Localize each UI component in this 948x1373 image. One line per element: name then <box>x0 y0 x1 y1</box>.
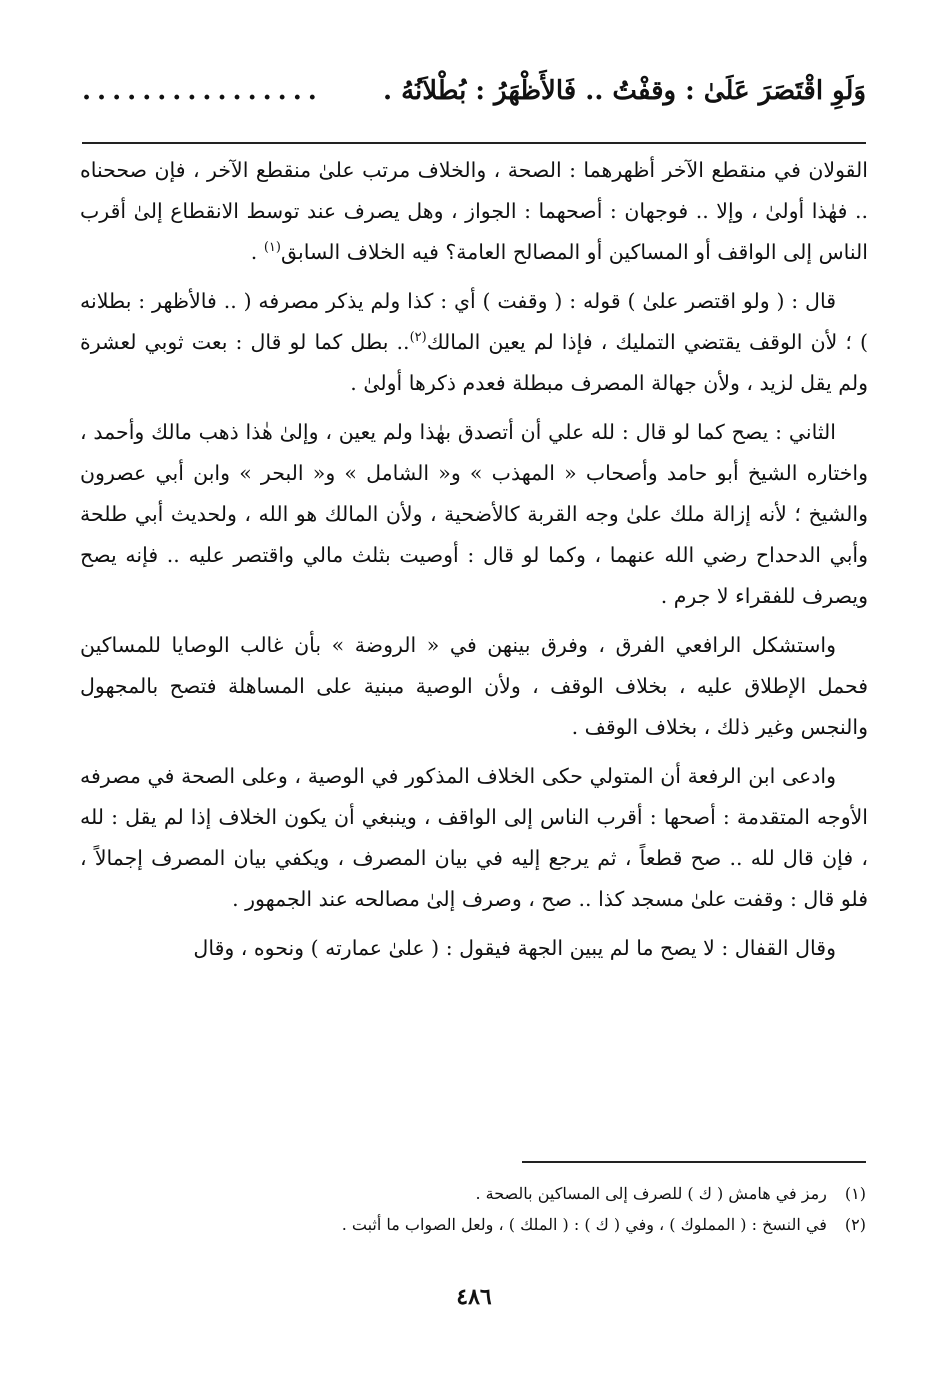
header-rule <box>82 142 866 144</box>
paragraph-text: القولان في منقطع الآخر أظهرهما : الصحة ، والخلاف مرتب علىٰ منقطع الآخر ، فإن صححناه .. فهٰذا أولىٰ ، وإلا .. فوجهان : أصحهما : الجواز ، وهل يصرف عند توسط الانقطاع إلىٰ أقرب الناس إلى الواقف أو المساكين أو المصالح العامة؟ فيه الخلاف السابق <box>80 158 868 264</box>
page-number: ٤٨٦ <box>456 1284 492 1310</box>
running-header <box>82 68 866 114</box>
paragraph-6 <box>80 928 868 969</box>
paragraph-text: وقال القفال : لا يصح ما لم يبين الجهة فيقول : ( علىٰ عمارته ) ونحوه ، وقال <box>193 936 836 960</box>
footnote-ref-2: (٢) <box>409 330 427 346</box>
footnote-number: (٢) <box>844 1215 866 1234</box>
paragraph-4 <box>80 625 868 748</box>
footnote-ref-1: (١) <box>263 240 281 256</box>
paragraph-tail: . <box>250 240 264 264</box>
paragraph-2 <box>80 281 868 404</box>
footnotes <box>82 1178 866 1240</box>
footnote-2 <box>82 1209 866 1240</box>
main-text <box>80 150 868 977</box>
paragraph-text: قال : ( ولو اقتصر علىٰ ) قوله : ( وقفت ) أي : كذا ولم يذكر مصرفه ( .. فالأظهر : بطلانه ) ؛ لأن الوقف يقتضي التمليك ، فإذا لم يعين المالك <box>80 289 869 354</box>
paragraph-1 <box>80 150 868 273</box>
running-title: وَلَوِ اقْتَصَرَ عَلَىٰ : وقفْتُ .. فَالأَظْهَرُ : بُطْلاَنُهُ . <box>382 76 866 106</box>
paragraph-text: الثاني : يصح كما لو قال : لله علي أن أتصدق بهٰذا ولم يعين ، وإلىٰ هٰذا ذهب مالك وأحمد ، واختاره الشيخ أبو حامد وأصحاب « المهذب » و« الشامل » و« البحر » وابن أبي عصرون والشيخ ؛ لأنه إزالة ملك علىٰ وجه القربة كالأضحية ، ولأن المالك هو الله ، ولحديث أبي طلحة وأبي الدحداح رضي الله عنهما ، وكما لو قال : أوصيت بثلث مالي واقتصر عليه .. فإنه يصح ويصرف للفقراء لا جرم . <box>80 420 868 608</box>
paragraph-3 <box>80 412 868 617</box>
paragraph-tail: .. بطل كما لو قال : بعت ثوبي لعشرة ولم يقل لزيد ، ولأن جهالة المصرف مبطلة فعدم ذكرها أولىٰ . <box>80 330 868 395</box>
leader-dots: ................ <box>82 76 323 106</box>
footnote-text: رمز في هامش ( ك ) للصرف إلى المساكين بالصحة . <box>475 1184 827 1203</box>
paragraph-text: وادعى ابن الرفعة أن المتولي حكى الخلاف المذكور في الوصية ، وعلى الصحة في مصرفه الأوجه المتقدمة : أصحها : أقرب الناس إلى الواقف ، وينبغي أن يكون الخلاف إذا لم يقل : لله ، فإن قال لله .. صح قطعاً ، ثم يرجع إليه في بيان المصرف ، ويكفي بيان المصرف إجمالاً ، فلو قال : وقفت علىٰ مسجد كذا .. صح ، وصرف إلىٰ مصالحه عند الجمهور . <box>80 764 868 911</box>
footnote-text: في النسخ : ( المملوك ) ، وفي ( ك ) : ( الملك ) ، ولعل الصواب ما أثبت . <box>341 1215 827 1234</box>
footnote-rule <box>522 1161 866 1163</box>
paragraph-text: واستشكل الرافعي الفرق ، وفرق بينهن في « الروضة » بأن غالب الوصايا للمساكين فحمل الإطلاق عليه ، بخلاف الوقف ، ولأن الوصية مبنية على المساهلة فتصح بالمجهول والنجس وغير ذلك ، بخلاف الوقف . <box>80 633 868 739</box>
footnote-number: (١) <box>844 1184 866 1203</box>
footnote-1 <box>82 1178 866 1209</box>
paragraph-5 <box>80 756 868 920</box>
